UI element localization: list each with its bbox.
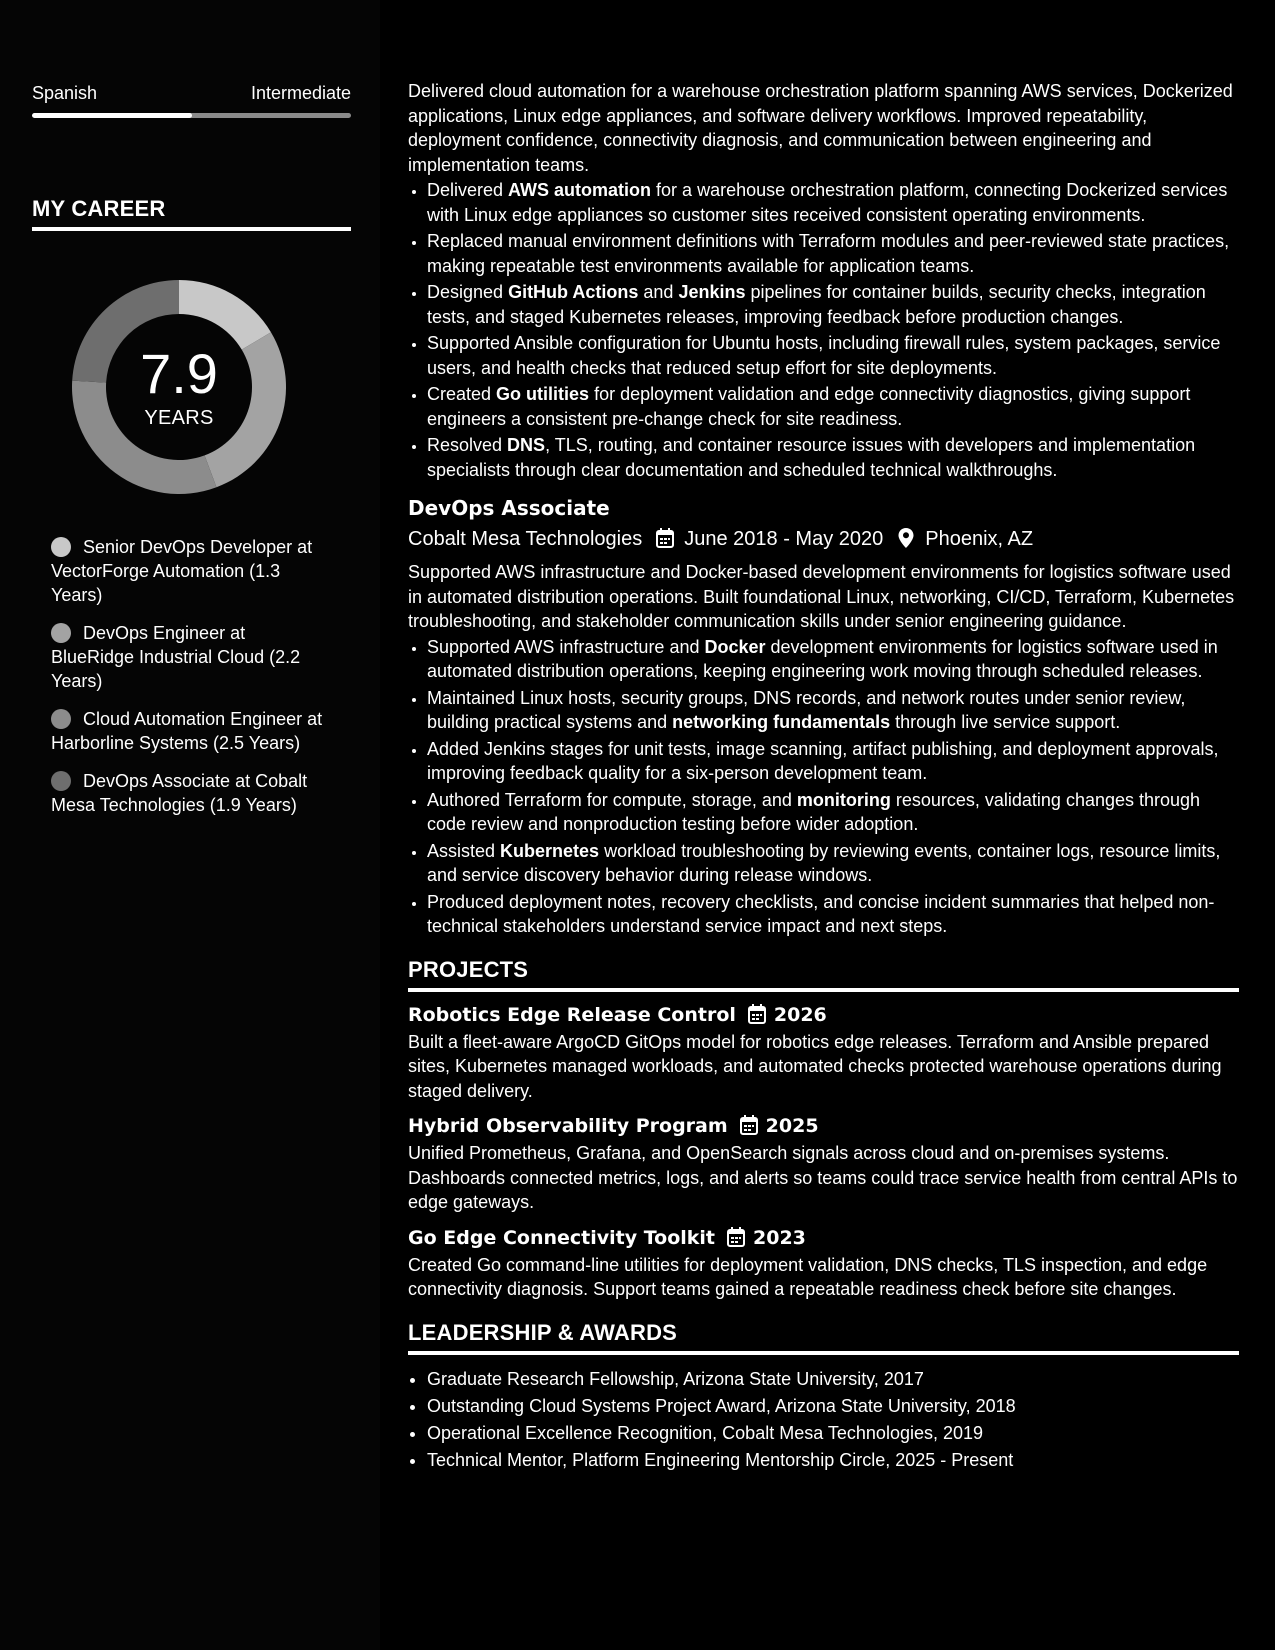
legend-item — [51, 769, 331, 817]
legend-dot-icon — [51, 709, 71, 729]
job-bullet: • Delivered AWS automation for a warehouse orchestration platform, connecting Dockerized services with Linux edge appliances so customer sites received consistent operating environments. — [427, 178, 1239, 227]
project-year: 2026 — [773, 1003, 827, 1026]
job-summary: Supported AWS infrastructure and Docker-based development environments for logistics software used in automated distribution operations. Built foundational Linux, networking, CI/CD, Terraform, Kubernetes troubleshooting, and stakeholder communication skills under senior engineering guidance. — [408, 562, 1235, 631]
legend-item — [51, 707, 331, 755]
legend-dot-icon — [51, 771, 71, 791]
total-years-value: 7.9 — [140, 342, 218, 405]
job-title: DevOps Associate — [408, 496, 610, 520]
job-bullet: • Maintained Linux hosts, security groups, DNS records, and network routes under senior review, building practical systems and networking fundamentals through live service support. — [427, 686, 1239, 735]
main-content — [380, 0, 1275, 1650]
project-year: 2023 — [753, 1226, 806, 1249]
job-bullet: • Resolved DNS, TLS, routing, and container resource issues with developers and implementation specialists through clear documentation and scheduled technical walkthroughs. — [427, 433, 1239, 482]
awards-section-title: LEADERSHIP & AWARDS — [408, 1320, 1239, 1355]
language-skill — [32, 82, 351, 118]
project-item — [408, 1002, 1239, 1104]
job-bullet: • Replaced manual environment definitions with Terraform modules and peer-reviewed state practices, making repeatable test environments available for application teams. — [427, 229, 1239, 278]
calendar-icon — [656, 524, 674, 554]
job-bullet: • Supported Ansible configuration for Ubuntu hosts, including firewall rules, system packages, service users, and health checks that reduced setup effort for site deployments. — [427, 331, 1239, 380]
award-item: • Operational Excellence Recognition, Cobalt Mesa Technologies, 2019 — [427, 1421, 1239, 1446]
projects-section-title: PROJECTS — [408, 957, 1239, 992]
job-meta — [408, 524, 1239, 554]
project-name: Go Edge Connectivity Toolkit — [408, 1226, 716, 1249]
project-description: Unified Prometheus, Grafana, and OpenSearch signals across cloud and on-premises systems. Dashboards connected metrics, logs, and alerts so teams could trace service health from central APIs to edge gateways. — [408, 1143, 1238, 1212]
award-item: • Technical Mentor, Platform Engineering Mentorship Circle, 2025 - Present — [427, 1448, 1239, 1473]
location-pin-icon — [897, 524, 915, 554]
language-progress-bar — [32, 113, 351, 118]
job-location: Phoenix, AZ — [925, 528, 1034, 550]
job-bullet: • Assisted Kubernetes workload troubleshooting by reviewing events, container logs, resource limits, and service discovery behavior during release windows. — [427, 839, 1239, 888]
project-description: Created Go command-line utilities for deployment validation, DNS checks, TLS inspection, and edge connectivity diagnosis. Support teams gained a repeatable readiness check before site changes. — [408, 1254, 1208, 1299]
project-item — [408, 1113, 1239, 1215]
total-years-unit: YEARS — [144, 407, 214, 429]
project-description: Built a fleet-aware ArgoCD GitOps model for robotics edge releases. Terraform and Ansible prepared sites, Kubernetes managed workloads, and automated checks protected warehouse operations during staged delivery. — [408, 1031, 1222, 1101]
calendar-icon — [748, 1002, 766, 1028]
career-section-title: MY CAREER — [32, 196, 351, 231]
language-progress-fill — [32, 113, 192, 118]
legend-item — [51, 621, 331, 693]
project-name: Robotics Edge Release Control — [408, 1003, 736, 1026]
awards-list — [408, 1367, 1239, 1473]
award-item: • Outstanding Cloud Systems Project Award, Arizona State University, 2018 — [427, 1394, 1239, 1419]
legend-dot-icon — [51, 537, 71, 557]
project-year: 2025 — [765, 1115, 819, 1137]
job-bullet: • Supported AWS infrastructure and Docker development environments for logistics software used in automated distribution operations, keeping engineering work moving through scheduled releases. — [427, 635, 1239, 684]
career-donut-chart — [66, 274, 292, 500]
job-bullets — [408, 178, 1239, 482]
legend-label: DevOps Associate at Cobalt Mesa Technologies (1.9 Years) — [51, 771, 308, 815]
language-name: Spanish — [32, 83, 98, 103]
project-item — [408, 1225, 1239, 1302]
legend-label: Senior DevOps Developer at VectorForge Automation (1.3 Years) — [51, 537, 313, 605]
award-item: • Graduate Research Fellowship, Arizona State University, 2017 — [427, 1367, 1239, 1392]
legend-label: DevOps Engineer at BlueRidge Industrial Cloud (2.2 Years) — [51, 623, 301, 691]
project-name: Hybrid Observability Program — [408, 1115, 728, 1137]
job-bullet: • Added Jenkins stages for unit tests, image scanning, artifact publishing, and deployment approvals, improving feedback quality for a six-person development team. — [427, 737, 1239, 786]
job-dates: June 2018 - May 2020 — [684, 528, 884, 550]
job-bullet: • Produced deployment notes, recovery checklists, and concise incident summaries that helped non-technical stakeholders understand service impact and next steps. — [427, 890, 1239, 939]
sidebar — [0, 0, 380, 1650]
language-level: Intermediate — [250, 83, 351, 103]
calendar-icon — [727, 1225, 745, 1251]
legend-item — [51, 535, 331, 607]
job-bullets — [408, 635, 1239, 939]
job-company: Cobalt Mesa Technologies — [408, 528, 643, 550]
calendar-icon — [740, 1113, 758, 1139]
job-bullet: • Authored Terraform for compute, storage, and monitoring resources, validating changes through code review and nonproduction testing before wider adoption. — [427, 788, 1239, 837]
career-legend — [51, 535, 331, 831]
job-bullet: • Designed GitHub Actions and Jenkins pipelines for container builds, security checks, integration tests, and staged Kubernetes releases, improving feedback before production changes. — [427, 280, 1239, 329]
legend-label: Cloud Automation Engineer at Harborline Systems (2.5 Years) — [51, 709, 323, 753]
legend-dot-icon — [51, 623, 71, 643]
job-summary: Delivered cloud automation for a warehouse orchestration platform spanning AWS services, Dockerized applications, Linux edge appliances, and software delivery workflows. Improved repeatability, deployment confidence, connectivity diagnosis, and communication between engineering and implementation teams. — [408, 81, 1233, 175]
job-bullet: • Created Go utilities for deployment validation and edge connectivity diagnostics, giving support engineers a consistent pre-change check for site readiness. — [427, 382, 1239, 431]
